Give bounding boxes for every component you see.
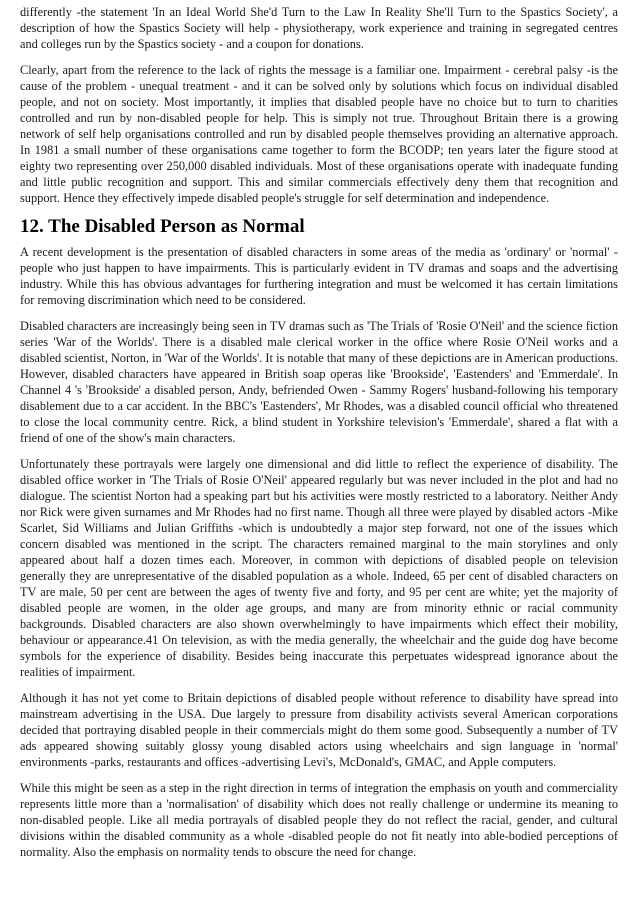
- paragraph-section-1: A recent development is the presentation of disabled characters in some areas of the media as 'ordinary' or 'normal' - people who just happen to have impairments. This is particularly evident in TV dramas and soaps and the advertising industry. While this has obvious advantages for furthering integration and must be welcomed it has certain limitations for removing discrimination which need to be considered.: [20, 245, 618, 307]
- paragraph-section-3: Unfortunately these portrayals were largely one dimensional and did little to reflect the experience of disability. The disabled office worker in 'The Trials of Rosie O'Neil' appeared regularly but was never included in the plot and had no dialogue. The scientist Norton had a speaking part but his activities were mostly restricted to a laboratory. Neither Andy nor Rick were given surnames and Mr Rhodes had no first name. Though all three were played by disabled actors -Mike Scarlet, Sid Williams and Julian Griffiths -which is undoubtedly a major step forward, not one of the issues which concern disabled was mentioned in the script. The characters remained marginal to the main storylines and only appeared about half a dozen times each. Moreover, in common with depictions of disabled people on television generally they are unrepresentative of the disabled population as a whole. Indeed, 65 per cent of disabled characters on TV are male, 50 per cent are between the ages of twenty five and forty, and 95 per cent are white; yet the majority of disabled people are women, in the older age groups, and many are from minority ethnic or racial community backgrounds. Disabled characters are also shown overwhelmingly to have impairments which effect their mobility, behaviour or appearance.41 On television, as with the media generally, the wheelchair and the guide dog have become symbols for the experience of disability. Besides being inaccurate this perpetuates widespread ignorance about the realities of impairment.: [20, 457, 618, 679]
- paragraph-section-2: Disabled characters are increasingly being seen in TV dramas such as 'The Trials of 'Rosie O'Neil' and the science fiction series 'War of the Worlds'. There is a disabled male clerical worker in the office where Rosie O'Neil works and a disabled scientist, Norton, in 'War of the Worlds'. It is notable that many of these depictions are in American productions. However, disabled characters have appeared in British soap operas like 'Brookside', 'Eastenders' and 'Emmerdale'. In Channel 4 's 'Brookside' a disabled person, Andy, befriended Owen - Sammy Rogers' husband-following his temporary disablement due to a car accident. In the BBC's 'Eastenders', Mr Rhodes, was a disabled council official who threatened to close the local community centre. Rick, a blind student in Yorkshire television's 'Emmerdale', shared a flat with a friend of one of the show's main characters.: [20, 319, 618, 445]
- section-heading: 12. The Disabled Person as Normal: [20, 216, 305, 237]
- paragraph-intro-2: Clearly, apart from the reference to the lack of rights the message is a familiar one. Impairment - cerebral palsy -is the cause of the problem - unequal treatment - and it can be solved only by solutions which focus on individual disabled people, and not on society. Most importantly, it implies that disabled people have no choice but to turn to charities controlled and run by non-disabled people for help. This is simply not true. Throughout Britain there is a growing network of self help organisations controlled and run by disabled people themselves providing an alternative approach. In 1981 a small number of these organisations came together to form the BCODP; ten years later the figure stood at eighty two representing over 250,000 disabled individuals. Most of these organisations operate with inadequate funding and little public recognition and support. This and similar commercials effectively deny them that recognition and support. Hence they effectively impede disabled people's struggle for self determination and independence.: [20, 63, 618, 205]
- paragraph-intro-1: differently -the statement 'In an Ideal World She'd Turn to the Law In Reality She'll Turn to the Spastics Society', a description of how the Spastics Society will help - physiotherapy, work experience and training in segregated centres and colleges run by the Spastics society - and a coupon for donations.: [20, 5, 618, 51]
- paragraph-section-5: While this might be seen as a step in the right direction in terms of integration the emphasis on youth and commerciality represents little more than a 'normalisation' of disability which does not really challenge or undermine its meaning to non-disabled people. Like all media portrayals of disabled people they do not reflect the racial, gender, and cultural divisions within the disabled community as a whole -disabled people do not fit neatly into able-bodied perceptions of normality. Also the emphasis on normality tends to obscure the need for change.: [20, 781, 618, 859]
- paragraph-section-4: Although it has not yet come to Britain depictions of disabled people without reference to disability have spread into mainstream advertising in the USA. Due largely to pressure from disability activists several American corporations decided that portraying disabled people in their commercials might do them some good. Subsequently a number of TV ads appeared showing suitably glossy young disabled actors using wheelchairs and sign language in 'normal' environments -parks, restaurants and offices -advertising Levi's, McDonald's, GMAC, and Apple computers.: [20, 691, 618, 769]
- document-page: [20, 4, 618, 870]
